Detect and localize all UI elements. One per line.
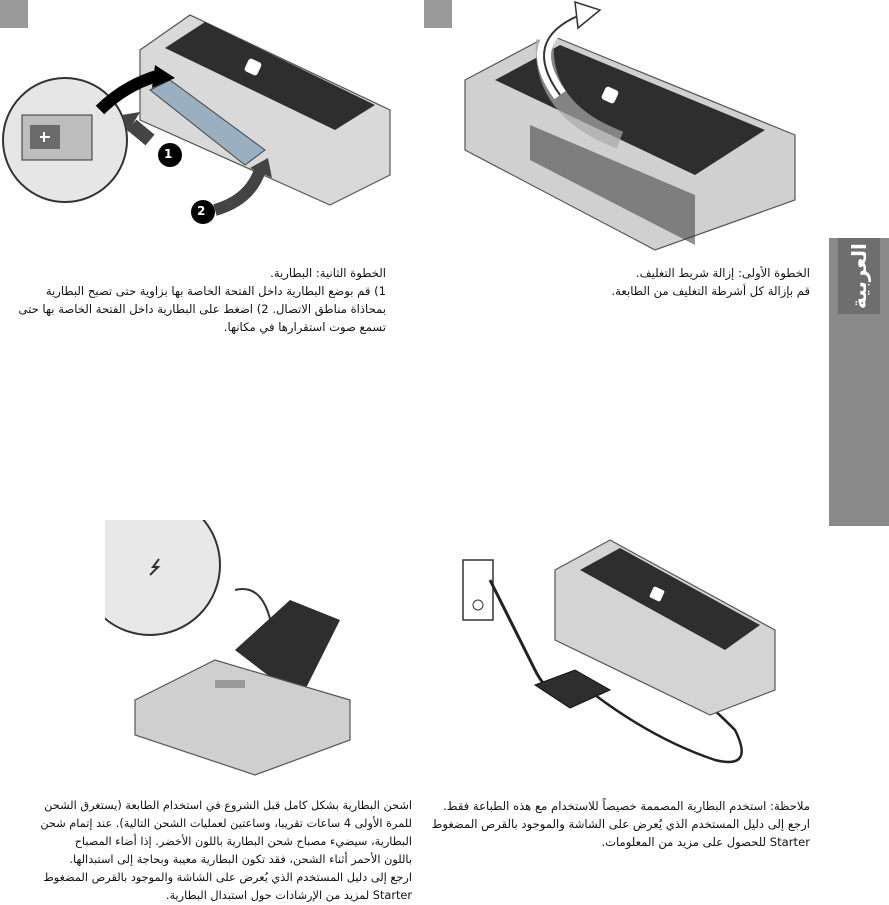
- tape-removal-illustration: [440, 0, 800, 255]
- charge-line-2: للمرة الأولى 4 ساعات تقريبا، وساعتين لعمليات الشحن التالية). عند إتمام شحن: [40, 817, 412, 830]
- charge-line-6: Starter لمزيد من الإرشادات حول استبدال البطارية.: [165, 889, 412, 902]
- charge-light-detail: [105, 520, 220, 635]
- power-cord: [490, 580, 555, 690]
- charge-text: [0, 797, 412, 905]
- step2-line-4: تسمع صوت استقرارها في مكانها.: [223, 320, 386, 334]
- step2-text: [0, 264, 386, 336]
- charge-line-3: البطارية، سيضيء مصباح شحن البطارية باللون الأخضر. إذا أضاء المصباح: [74, 835, 412, 848]
- charge-line-4: باللون الأحمر أثناء الشحن، فقد تكون البطارية معيبة وبحاجة إلى استبدالها.: [69, 853, 412, 866]
- arrow-icon-3: [215, 170, 260, 210]
- step2-line-2: 1) قم بوضع البطارية داخل الفتحة الخاصة بها بزاوية حتى تصبح البطارية: [45, 284, 386, 298]
- adapter-icon: [535, 670, 610, 708]
- step1-line-1: الخطوة الأولى: إزالة شريط التغليف.: [635, 266, 810, 280]
- step2-line-3: بمحاذاة مناطق الاتصال. 2) اضغط على البطارية داخل الفتحة الخاصة بها حتى: [18, 302, 386, 316]
- step1-line-2: قم بإزالة كل أشرطة التغليف من الطابعة.: [611, 284, 810, 298]
- step2-line-1: الخطوة الثانية: البطارية.: [270, 266, 386, 280]
- note-line-3: Starter للحصول على مزيد من المعلومات.: [601, 835, 810, 849]
- battery-insert-illustration: [0, 0, 400, 235]
- language-tab-label: العربية: [838, 238, 880, 314]
- note-line-1: ملاحظة: استخدم البطارية المصممة خصيصاً للاستخدام مع هذه الطباعة فقط.: [443, 799, 810, 813]
- callout-two-label: 2: [197, 204, 206, 218]
- charging-illustration: [105, 520, 415, 780]
- note-text: [430, 797, 810, 851]
- charge-line-1: اشحن البطارية بشكل كامل قبل الشروع في استخدام الطابعة (يستغرق الشحن: [44, 799, 412, 812]
- charge-line-5: ارجع إلى دليل المستخدم الذي يُعرض على الشاشة والموجود بالقرص المضغوط: [43, 871, 412, 884]
- power-adapter-illustration: [455, 530, 785, 780]
- power-outlet-icon: [463, 560, 493, 620]
- step1-text: [430, 264, 810, 300]
- note-line-2: ارجع إلى دليل المستخدم الذي يُعرض على الشاشة والموجود بالقرص المضغوط: [431, 817, 810, 831]
- callout-one-label: 1: [164, 147, 173, 161]
- status-panel: [215, 680, 245, 688]
- arrow-icon-2: [132, 125, 150, 140]
- printer-body-shape: [135, 660, 350, 775]
